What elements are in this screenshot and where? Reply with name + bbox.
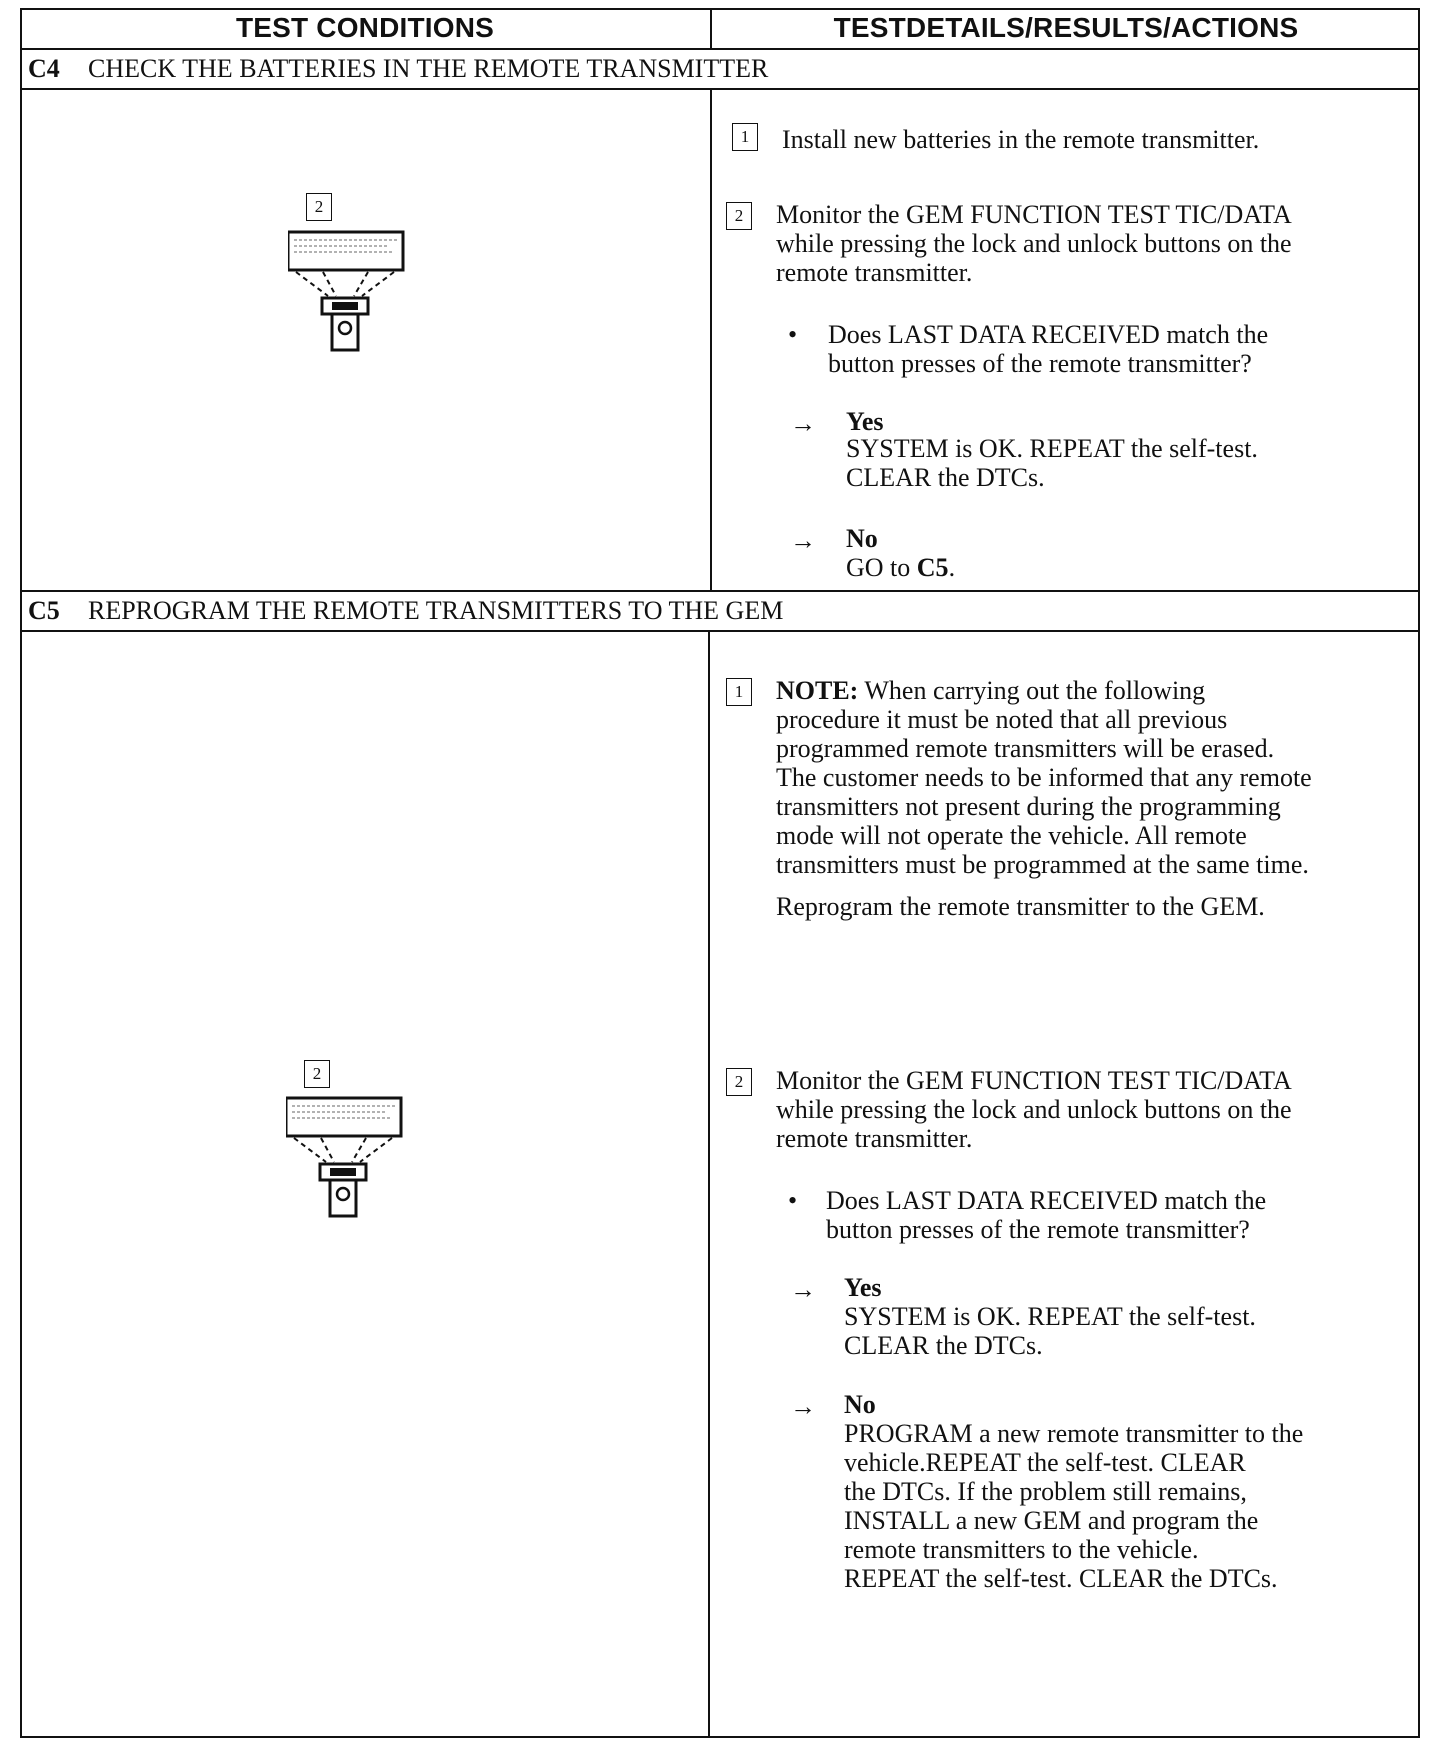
note-body: When carrying out the following procedure it must be noted that all previous programmed remote transmitters will be erased. The customer needs to be informed that any remote transmitters not present during the programming mode will not operate the vehicle. All remote transmitters must be programmed at the same time. bbox=[776, 676, 1312, 879]
arrow-right-icon: → bbox=[790, 1275, 816, 1304]
no-label: No bbox=[846, 524, 878, 553]
step-2-text: Monitor the GEM FUNCTION TEST TIC/DATA while pressing the lock and unlock buttons on the remote transmitter. bbox=[776, 200, 1292, 287]
no-label: No bbox=[844, 1390, 876, 1419]
step-marker-1: 1 bbox=[732, 123, 758, 151]
step-marker-2: 2 bbox=[726, 202, 752, 230]
step-marker-1: 1 bbox=[726, 678, 752, 706]
divider bbox=[20, 88, 1420, 90]
no-text-section-ref: C5 bbox=[916, 553, 949, 582]
section-title-text: REPROGRAM THE REMOTE TRANSMITTERS TO THE GEM bbox=[88, 596, 784, 625]
transmitter-illustration bbox=[286, 1096, 406, 1236]
no-text-prefix: GO to bbox=[846, 553, 917, 582]
reprogram-text: Reprogram the remote transmitter to the GEM. bbox=[776, 892, 1265, 921]
divider bbox=[710, 8, 712, 50]
no-text-suffix: . bbox=[948, 553, 956, 582]
section-title-c5 bbox=[28, 592, 783, 630]
figure-step-marker: 2 bbox=[306, 193, 332, 221]
yes-text: SYSTEM is OK. REPEAT the self-test. CLEAR the DTCs. bbox=[846, 434, 1258, 492]
no-text: PROGRAM a new remote transmitter to the vehicle.REPEAT the self-test. CLEAR the DTCs. If the problem still remains, INSTALL a new GEM and program the remote transmitters to the vehicle. REPEAT the self-test. CLEAR the DTCs. bbox=[844, 1419, 1304, 1593]
gem-module-shape bbox=[288, 232, 403, 270]
question-text: Does LAST DATA RECEIVED match the button presses of the remote transmitter? bbox=[826, 1186, 1267, 1244]
arrow-right-icon: → bbox=[790, 409, 816, 438]
step-1-text: Install new batteries in the remote transmitter. bbox=[782, 125, 1260, 154]
bullet-icon: • bbox=[788, 1186, 798, 1215]
step-2-text: Monitor the GEM FUNCTION TEST TIC/DATA while pressing the lock and unlock buttons on the remote transmitter. bbox=[776, 1066, 1292, 1153]
header-test-conditions: TEST CONDITIONS bbox=[235, 12, 495, 43]
section-code: C5 bbox=[28, 596, 60, 625]
gem-module-shape bbox=[286, 1098, 401, 1136]
divider bbox=[20, 630, 1420, 632]
section-title-text: CHECK THE BATTERIES IN THE REMOTE TRANSMITTER bbox=[88, 54, 769, 83]
divider bbox=[708, 630, 710, 1738]
arrow-right-icon: → bbox=[790, 526, 816, 555]
yes-text: SYSTEM is OK. REPEAT the self-test. CLEAR the DTCs. bbox=[844, 1302, 1256, 1360]
divider bbox=[710, 88, 712, 590]
no-text bbox=[846, 553, 955, 582]
section-title-c4 bbox=[28, 50, 768, 88]
header-test-details: TESTDETAILS/RESULTS/ACTIONS bbox=[833, 12, 1299, 43]
bullet-icon: • bbox=[788, 320, 798, 349]
question-text: Does LAST DATA RECEIVED match the button presses of the remote transmitter? bbox=[828, 320, 1269, 378]
transmitter-button bbox=[337, 1188, 349, 1200]
yes-label: Yes bbox=[846, 407, 884, 436]
yes-label: Yes bbox=[844, 1273, 882, 1302]
step-marker-2: 2 bbox=[726, 1068, 752, 1096]
section-code: C4 bbox=[28, 54, 60, 83]
arrow-right-icon: → bbox=[790, 1392, 816, 1421]
transmitter-illustration bbox=[288, 230, 408, 370]
note-label: NOTE: bbox=[776, 676, 859, 705]
transmitter-button bbox=[339, 322, 351, 334]
diagnostic-page bbox=[20, 8, 1420, 1738]
note-text bbox=[776, 676, 1312, 879]
figure-step-marker: 2 bbox=[304, 1060, 330, 1088]
